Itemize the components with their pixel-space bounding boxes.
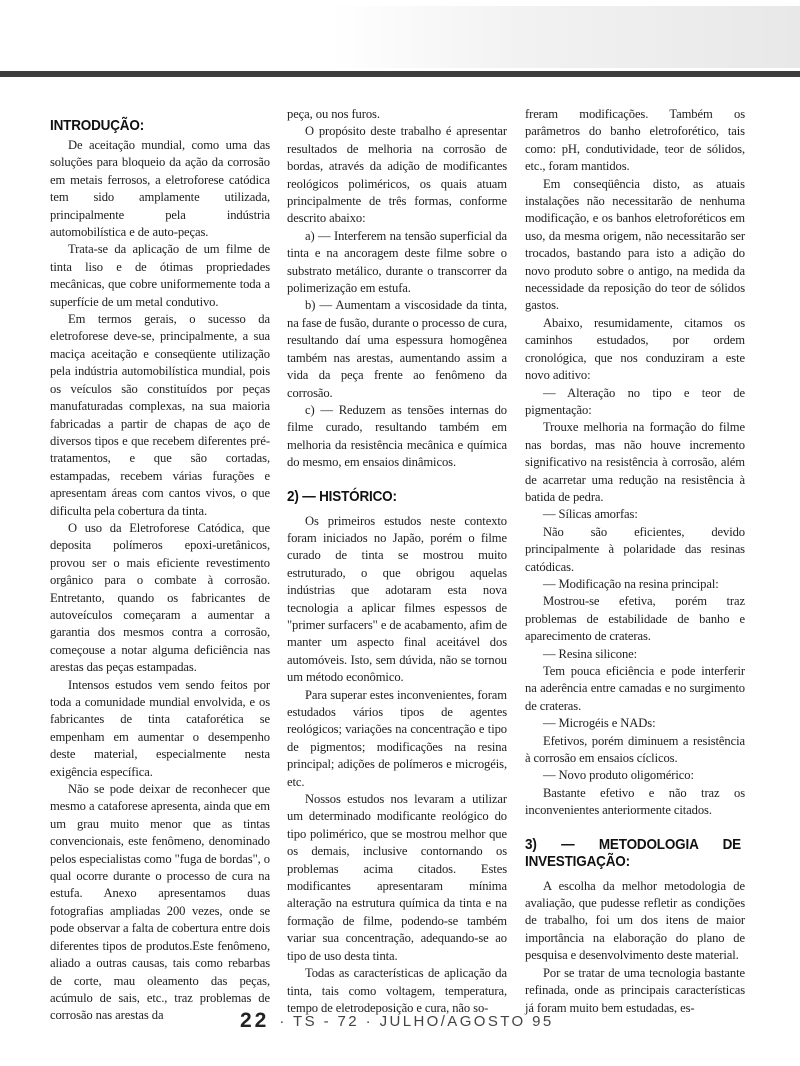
page-number: 22 <box>240 1009 270 1032</box>
heading-introducao: INTRODUÇÃO: <box>50 117 145 134</box>
list-item-text: Trouxe melhoria na formação do filme nas bordas, mas não houve incremento significativo na resistência à corrosão, além de acarretar uma redução na resistência à batida de pedra. <box>525 420 745 504</box>
list-item-text: Bastante efetivo e não traz os inconvenientes anteriormente citados. <box>525 785 745 818</box>
heading-historico: 2) — HISTÓRICO: <box>287 487 397 505</box>
paragraph: Em termos gerais, o sucesso da eletroforese deve-se, principalmente, a sua maciça aceitação e conseqüente utilização pela indústria automobilística mundial, pois os veículos são constituídos por peças manufaturadas complexas, na sua maioria fabricadas a partir de chapas de aço de diversos tipos e que recebem diferentes pré-tratamentos, e que são cortadas, estampadas, recebem várias furações e apresentam áreas com cantos vivos, o que dificulta pela cobertura da tinta. <box>50 312 270 518</box>
list-item-text: Efetivos, porém diminuem a resistência à corrosão em ensaios cíclicos. <box>525 733 745 766</box>
list-item-text: Tem pouca eficiência e pode interferir na aderência entre camadas e no surgimento de crateras. <box>525 664 745 713</box>
column-3 <box>525 106 745 1015</box>
list-item-c: c) — Reduzem as tensões internas do filme curado, resultando também em melhoria da resistência mecânica e química do mesmo, em ensaios dinâmicos. <box>287 402 507 470</box>
list-item-title: — Alteração no tipo e teor de pigmentação: <box>525 385 745 417</box>
bleed-through-shadow <box>330 6 800 68</box>
list-item-title: — Novo produto oligomérico: <box>543 768 694 783</box>
paragraph: De aceitação mundial, como uma das soluções para bloqueio da ação da corrosão em metais ferrosos, a eletroforese catódica tem sido amplamente utilizada, principalmente pela indústria automobilística e de auto-peças. <box>50 138 270 240</box>
list-item-title: — Resina silicone: <box>543 646 638 661</box>
paragraph: peça, ou nos furos. <box>287 107 380 121</box>
paragraph: Por se tratar de uma tecnologia bastante refinada, onde as principais características já foram muito bem estudadas, es- <box>525 965 745 1015</box>
list-item-title: — Sílicas amorfas: <box>543 507 638 522</box>
issue-info: · TS - 72 · JULHO/AGOSTO 95 <box>279 1012 554 1030</box>
list-item-text: Mostrou-se efetiva, porém traz problemas de estabilidade de banho e aparecimento de crateras. <box>525 594 745 644</box>
list-item-text: Não são eficientes, devido principalmente à polaridade das resinas catódicas. <box>525 524 745 574</box>
top-rule <box>0 71 800 77</box>
paragraph: Nossos estudos nos levaram a utilizar um determinado modificante reológico do tipo polimérico, que se mostrou melhor que os demais, inclusive contornando os problemas acima citados. Estes modificantes apresentaram mínima alteração na estrutura química da tinta e na formação de filme, podendo-se também variar sua concentração, adequando-se ao tipo de uso desta tinta. <box>287 792 507 963</box>
paragraph: Abaixo, resumidamente, citamos os caminhos estudados, por ordem cronológica, que nos conduziram a este novo aditivo: <box>525 315 745 383</box>
paragraph: O uso da Eletroforese Catódica, que deposita polímeros epoxi-uretânicos, provou ser o mais eficiente revestimento orgânico para o combate à corrosão. Entretanto, quando os fabricantes de autoveículos começaram a aumentar a garantia dos mesmos contra a corrosão, começouse a notar alguma deficiência nas arestas das peças estampadas. <box>50 520 270 675</box>
heading-metodologia: 3) — METODOLOGIA DE INVESTIGAÇÃO: <box>525 835 741 870</box>
paragraph: Todas as características de aplicação da tinta, tais como voltagem, temperatura, tempo de eletrodeposição e cura, não so- <box>287 966 507 1015</box>
paragraph: Trata-se da aplicação de um filme de tinta liso e de ótimas propriedades mecânicas, que cobre uniformemente toda a superfície de um metal condutivo. <box>50 242 270 309</box>
paragraph: A escolha da melhor metodologia de avaliação, que pudesse refletir as condições de trabalho, foi um dos itens de maior importância na elaboração do plano de pesquisa e desenvolvimento deste material. <box>525 878 745 963</box>
list-item-title: — Modificação na resina principal: <box>543 576 719 591</box>
paragraph: Intensos estudos vem sendo feitos por toda a comunidade mundial envolvida, e os fabricantes de tinta cataforética se empenham em aumentar o desempenho deste material, especialmente nesta exigência específica. <box>50 677 270 779</box>
list-item-a: a) — Interferem na tensão superficial da tinta e na ancoragem deste filme sobre o substrato metálico, durante o transcorrer da polimerização em estufa. <box>287 228 507 296</box>
paragraph: freram modificações. Também os parâmetros do banho eletroforético, tais como: pH, condutividade, teor de sólidos, etc., foram mantidos. <box>525 107 745 174</box>
list-item-title: — Microgéis e NADs: <box>543 716 656 731</box>
paragraph: Em conseqüência disto, as atuais instalações não necessitarão de nenhuma modificação, e os banhos eletroforéticos em uso, da mesma origem, não necessitarão ser trocados, bastando para isto a adição do novo produto sobre o antigo, na medida da necessidade da reposição do teor de sólidos gastos. <box>525 176 745 313</box>
column-2 <box>287 106 507 1015</box>
paragraph: Os primeiros estudos neste contexto foram iniciados no Japão, porém o filme curado de tinta se mostrou muito estruturado, o que obrigou aquelas indústrias que adotaram esta nova tecnologia a aplicar filmes espessos de "primer surfacers" e de acabamento, afim de manter um aspecto final aceitável dos automóveis. Isto, sem dúvida, não se tornou um método econômico. <box>287 513 507 685</box>
page-footer <box>240 1009 580 1035</box>
list-item-b: b) — Aumentam a viscosidade da tinta, na fase de fusão, durante o processo de cura, resultando daí uma espessura homogênea também nas arestas, aumentando assim a vida da peça frente ao fenômeno da corrosão. <box>287 298 507 400</box>
paragraph: O propósito deste trabalho é apresentar resultados de melhoria na corrosão de bordas, através da adição de modificantes reológicos poliméricos, os quais atuam principalmente de três formas, conforme descrito abaixo: <box>287 124 507 226</box>
paragraph: Não se pode deixar de reconhecer que mesmo a cataforese apresenta, ainda que em um grau muito menor que as tintas convencionais, este fenômeno, denominado pelos especialistas como "fuga de bordas", o qual ocorre durante o processo de cura na estufa. Anexo apresentamos duas fotografias ampliadas 200 vezes, onde se pode observar a falta de cobertura entre dois diferentes tipos de produtos.Este fenômeno, aliado a outras causas, tais como rebarbas de corte, mau oleamento das peças, acúmulo de sais, etc., traz problemas de corrosão nas arestas da <box>50 782 270 1023</box>
paragraph: Para superar estes inconvenientes, foram estudados vários tipos de agentes reológicos; variações na concentração e tipo de pigmentos; modificações na resina principal; adições de polímeros e microgéis, etc. <box>287 687 507 789</box>
